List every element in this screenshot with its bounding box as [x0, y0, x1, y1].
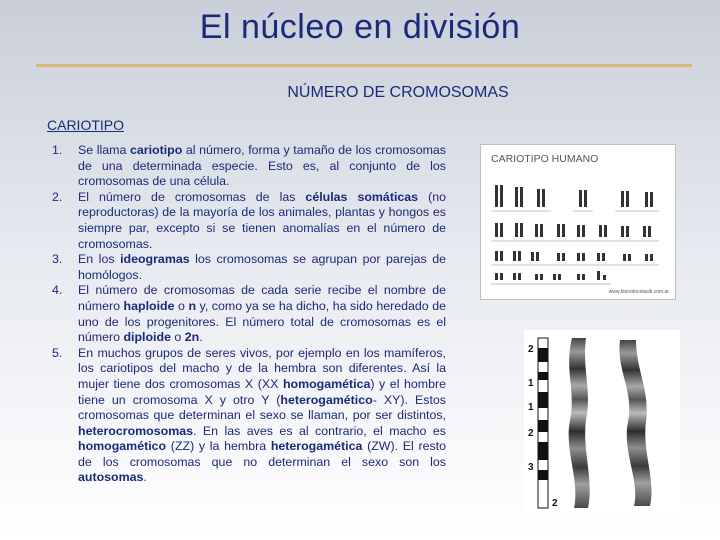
list-item-text: (no reproductoras) de la mayoría de los animales, plantas y hongos es siempre par, excepto si se tienen anomalías en el número de cromosomas.: [78, 189, 446, 251]
bold-term: heterogamético: [280, 392, 373, 407]
bold-term: ideogramas: [120, 252, 190, 267]
list-item-text: ) y el hombre tiene un cromosoma X y otro Y (: [78, 376, 446, 407]
bold-term: cariotipo: [129, 143, 183, 157]
chromosome-bands-figure: [524, 330, 680, 512]
band-label-4: 2: [528, 428, 534, 439]
bold-term: homogamético: [78, 439, 167, 454]
list-item-number: 4.: [52, 283, 63, 298]
list-item-text: El número de cromosomas de las: [78, 189, 306, 204]
list-item-number: 5.: [52, 345, 63, 360]
list-item-number: 1.: [52, 143, 63, 157]
bold-term: n: [188, 298, 197, 313]
title-divider: [36, 64, 692, 67]
list-item-text: o: [174, 298, 189, 313]
band-label-2: 1: [528, 378, 534, 389]
list-item-text: En los: [78, 252, 121, 267]
list-item-text: (ZZ) y la hembra: [166, 439, 271, 454]
list-item-text: los cromosomas se agrupan por parejas de homólogos.: [78, 252, 446, 282]
list-item: [48, 143, 446, 190]
bold-term: 2n: [184, 330, 200, 345]
list-item-text: (ZW). El resto de los cromosomas que no determinan el sexo son los: [78, 439, 446, 469]
bold-term: heterogamética: [270, 439, 363, 454]
list-item: [48, 190, 446, 252]
section-heading: CARIOTIPO: [47, 117, 125, 133]
band-label-5: 3: [528, 462, 534, 473]
chromosome-pair-label: 2: [552, 498, 558, 509]
list-item-text: y, como ya se ha dicho, ha sido heredado de uno de los progenitores. El número total de cromosomas es el número: [78, 298, 446, 345]
list-item-text: Se llama: [78, 143, 130, 157]
list-item-text: El número de cromosomas de cada serie recibe el nombre de número: [78, 283, 446, 313]
bold-term: homogamética: [282, 376, 371, 391]
list-item-text: .: [143, 470, 147, 485]
list-item: [48, 346, 446, 486]
numbered-list: [48, 143, 446, 486]
karyotype-image: [480, 144, 676, 300]
list-item-text: .: [199, 330, 203, 345]
band-label-3: 1: [528, 402, 534, 413]
bold-term: heterocromosomas: [78, 423, 193, 438]
bold-term: autosomas: [78, 470, 144, 485]
list-item-number: 2.: [52, 189, 63, 204]
karyotype-source: www.bionotocelasik.com.ar: [608, 289, 669, 295]
list-item-number: 3.: [52, 252, 63, 267]
karyotype-heading: CARIOTIPO HUMANO: [491, 153, 599, 165]
list-item: [48, 283, 446, 345]
list-item-text: - XY). Estos cromosomas que determinan el sexo se llaman, por ser distintos,: [78, 392, 446, 423]
list-item-text: al número, forma y tamaño de los cromosomas de una determinada especie. Esto es, al conjunto de los cromosomas de una célula.: [78, 143, 446, 189]
list-item-text: o: [170, 330, 185, 345]
bold-term: diploide: [123, 330, 171, 345]
slide-subtitle: NÚMERO DE CROMOSOMAS: [287, 84, 509, 101]
bold-term: células somáticas: [305, 189, 419, 204]
list-item-text: En muchos grupos de seres vivos, por ejemplo en los mamíferos, los cariotipos del macho y de la hembra son diferentes. Así la mujer tiene dos cromosomas X (XX: [78, 345, 446, 391]
karyotype-chromosomes: [481, 145, 675, 299]
chromosome-bands-image: [524, 330, 680, 512]
list-item: [48, 252, 446, 283]
list-item-text: . En las aves es al contrario, el macho es: [193, 423, 446, 438]
slide-title: El núcleo en división: [199, 8, 521, 46]
band-label-1: 2: [528, 344, 534, 355]
bold-term: haploide: [123, 298, 175, 313]
